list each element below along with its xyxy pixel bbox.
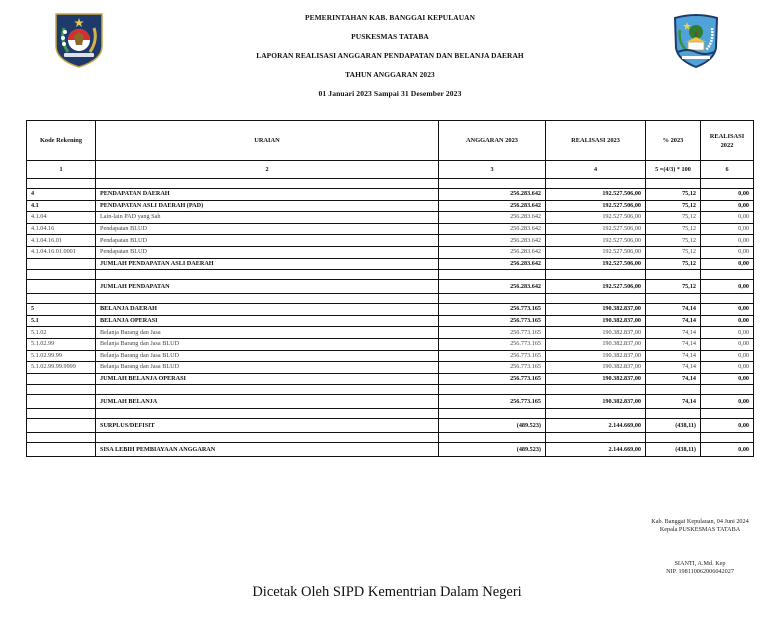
cell-realisasi: 190.382.837,00 <box>546 327 646 339</box>
cell-realisasi: 192.527.506,00 <box>546 246 646 258</box>
empty-cell <box>96 409 439 419</box>
cell-realisasi-lalu: 0,00 <box>701 223 754 235</box>
cell-realisasi-lalu: 0,00 <box>701 200 754 212</box>
cell-uraian: SISA LEBIH PEMBIAYAAN ANGGARAN <box>96 443 439 457</box>
cell-anggaran: 256.773.165 <box>439 395 546 409</box>
cell-persen: 75,12 <box>646 189 701 201</box>
empty-cell <box>646 409 701 419</box>
cell-uraian: Belanja Barang dan Jasa BLUD <box>96 362 439 374</box>
cell-uraian: Pendapatan BLUD <box>96 223 439 235</box>
cell-kode-rekening <box>27 395 96 409</box>
empty-cell <box>27 433 96 443</box>
cell-kode-rekening: 5.1.02.99.99.9999 <box>27 362 96 374</box>
cell-realisasi: 190.382.837,00 <box>546 362 646 374</box>
cell-persen: 75,12 <box>646 280 701 294</box>
spacer-row <box>27 270 754 280</box>
empty-cell <box>701 409 754 419</box>
signature-block <box>640 518 760 576</box>
table-row <box>27 200 754 212</box>
cell-persen: 75,12 <box>646 258 701 270</box>
table-row <box>27 373 754 385</box>
cell-kode-rekening: 5.1.02.99 <box>27 338 96 350</box>
cell-anggaran: 256.773.165 <box>439 373 546 385</box>
banggai-kepulauan-emblem-icon <box>672 12 720 68</box>
empty-cell <box>96 294 439 304</box>
cell-realisasi-lalu: 0,00 <box>701 235 754 247</box>
cell-anggaran: 256.773.165 <box>439 327 546 339</box>
col-number: 2 <box>96 161 439 179</box>
empty-cell <box>439 433 546 443</box>
table-row <box>27 443 754 457</box>
budget-realization-table <box>26 120 754 457</box>
cell-uraian: JUMLAH BELANJA OPERASI <box>96 373 439 385</box>
cell-uraian: JUMLAH BELANJA <box>96 395 439 409</box>
cell-anggaran: 256.283.642 <box>439 200 546 212</box>
cell-anggaran: 256.283.642 <box>439 223 546 235</box>
cell-uraian: JUMLAH PENDAPATAN ASLI DAERAH <box>96 258 439 270</box>
col-number: 4 <box>546 161 646 179</box>
cell-kode-rekening <box>27 419 96 433</box>
cell-uraian: JUMLAH PENDAPATAN <box>96 280 439 294</box>
cell-anggaran: 256.283.642 <box>439 189 546 201</box>
government-name: PEMERINTAHAN KAB. BANGGAI KEPULAUAN <box>304 13 476 22</box>
spacer-row <box>27 433 754 443</box>
table-row <box>27 362 754 374</box>
cell-kode-rekening <box>27 258 96 270</box>
cell-anggaran: 256.773.165 <box>439 350 546 362</box>
cell-realisasi: 192.527.506,00 <box>546 200 646 212</box>
empty-cell <box>546 294 646 304</box>
empty-cell <box>27 179 96 189</box>
cell-anggaran: 256.283.642 <box>439 280 546 294</box>
fiscal-year: TAHUN ANGGARAN 2023 <box>345 70 435 79</box>
empty-cell <box>27 385 96 395</box>
place-date: Kab. Banggai Kepulauan, 04 Juni 2024 <box>651 518 749 525</box>
cell-realisasi: 192.527.506,00 <box>546 235 646 247</box>
table-header-row <box>27 121 754 161</box>
cell-anggaran: 256.283.642 <box>439 246 546 258</box>
table-row <box>27 235 754 247</box>
cell-persen: 75,12 <box>646 235 701 247</box>
empty-cell <box>27 294 96 304</box>
cell-realisasi-lalu: 0,00 <box>701 395 754 409</box>
cell-realisasi: 192.527.506,00 <box>546 212 646 224</box>
cell-uraian: Belanja Barang dan Jasa BLUD <box>96 350 439 362</box>
cell-anggaran: 256.773.165 <box>439 338 546 350</box>
cell-kode-rekening: 4.1.04.16 <box>27 223 96 235</box>
col-header-persen: % 2023 <box>646 121 701 161</box>
empty-cell <box>27 270 96 280</box>
cell-persen: 75,12 <box>646 200 701 212</box>
empty-cell <box>646 270 701 280</box>
empty-cell <box>96 433 439 443</box>
cell-realisasi: 190.382.837,00 <box>546 373 646 385</box>
cell-anggaran: 256.283.642 <box>439 258 546 270</box>
cell-uraian: Pendapatan BLUD <box>96 246 439 258</box>
cell-realisasi: 192.527.506,00 <box>546 223 646 235</box>
cell-kode-rekening: 5.1 <box>27 315 96 327</box>
cell-realisasi: 190.382.837,00 <box>546 350 646 362</box>
table-row <box>27 315 754 327</box>
empty-cell <box>546 179 646 189</box>
col-number: 3 <box>439 161 546 179</box>
cell-uraian: Belanja Barang dan Jasa BLUD <box>96 338 439 350</box>
empty-cell <box>96 270 439 280</box>
cell-persen: 75,12 <box>646 223 701 235</box>
cell-persen: 74,14 <box>646 362 701 374</box>
cell-uraian: SURPLUS/DEFISIT <box>96 419 439 433</box>
col-header-kode-rekening: Kode Rekening <box>27 121 96 161</box>
cell-kode-rekening: 5.1.02.99.99 <box>27 350 96 362</box>
cell-kode-rekening <box>27 443 96 457</box>
report-title: LAPORAN REALISASI ANGGARAN PENDAPATAN DAN BELANJA DAERAH <box>256 51 524 60</box>
institution-name: PUSKESMAS TATABA <box>351 32 429 41</box>
cell-persen: 74,14 <box>646 304 701 316</box>
empty-cell <box>546 409 646 419</box>
signer-nip: NIP. 198110062006042027 <box>666 568 734 575</box>
cell-uraian: Pendapatan BLUD <box>96 235 439 247</box>
empty-cell <box>646 433 701 443</box>
cell-kode-rekening <box>27 373 96 385</box>
cell-realisasi-lalu: 0,00 <box>701 258 754 270</box>
column-number-row <box>27 161 754 179</box>
cell-realisasi: 190.382.837,00 <box>546 395 646 409</box>
empty-cell <box>439 294 546 304</box>
cell-kode-rekening: 4 <box>27 189 96 201</box>
cell-kode-rekening: 5.1.02 <box>27 327 96 339</box>
col-header-realisasi-lalu: REALISASI 2022 <box>701 121 754 161</box>
table-row <box>27 419 754 433</box>
cell-persen: 75,12 <box>646 246 701 258</box>
cell-persen: 75,12 <box>646 212 701 224</box>
cell-uraian: BELANJA OPERASI <box>96 315 439 327</box>
cell-realisasi-lalu: 0,00 <box>701 315 754 327</box>
cell-kode-rekening: 4.1.04.16.01.0001 <box>27 246 96 258</box>
spacer-row <box>27 179 754 189</box>
table-row <box>27 258 754 270</box>
cell-realisasi: 192.527.506,00 <box>546 189 646 201</box>
cell-realisasi: 2.144.669,00 <box>546 443 646 457</box>
cell-uraian: PENDAPATAN DAERAH <box>96 189 439 201</box>
cell-kode-rekening <box>27 280 96 294</box>
cell-persen: 74,14 <box>646 315 701 327</box>
printed-by-footer: Dicetak Oleh SIPD Kementrian Dalam Negeri <box>252 584 522 600</box>
empty-cell <box>546 385 646 395</box>
table-row <box>27 246 754 258</box>
cell-anggaran: (489.523) <box>439 419 546 433</box>
empty-cell <box>439 409 546 419</box>
empty-cell <box>646 294 701 304</box>
cell-realisasi-lalu: 0,00 <box>701 362 754 374</box>
cell-uraian: BELANJA DAERAH <box>96 304 439 316</box>
empty-cell <box>646 179 701 189</box>
kemendagri-emblem-icon <box>54 12 104 68</box>
cell-kode-rekening: 4.1.04.16.01 <box>27 235 96 247</box>
cell-realisasi-lalu: 0,00 <box>701 304 754 316</box>
signer-position: Kepala PUSKESMAS TATABA <box>659 526 741 533</box>
empty-cell <box>439 179 546 189</box>
empty-cell <box>439 270 546 280</box>
col-number: 5 =(4/3) * 100 <box>646 161 701 179</box>
cell-uraian: Lain-lain PAD yang Sah <box>96 212 439 224</box>
cell-realisasi: 2.144.669,00 <box>546 419 646 433</box>
table-row <box>27 350 754 362</box>
empty-cell <box>96 385 439 395</box>
col-header-uraian: URAIAN <box>96 121 439 161</box>
cell-realisasi-lalu: 0,00 <box>701 280 754 294</box>
col-number: 6 <box>701 161 754 179</box>
cell-anggaran: 256.773.165 <box>439 315 546 327</box>
cell-realisasi-lalu: 0,00 <box>701 350 754 362</box>
cell-kode-rekening: 5 <box>27 304 96 316</box>
cell-realisasi-lalu: 0,00 <box>701 443 754 457</box>
report-header <box>200 12 580 107</box>
empty-cell <box>701 270 754 280</box>
table-row <box>27 395 754 409</box>
empty-cell <box>701 294 754 304</box>
signer-name: SIANTI, A.Md. Kep <box>674 560 726 567</box>
spacer-row <box>27 409 754 419</box>
cell-realisasi-lalu: 0,00 <box>701 338 754 350</box>
cell-uraian: Belanja Barang dan Jasa <box>96 327 439 339</box>
table-row <box>27 327 754 339</box>
cell-realisasi: 190.382.837,00 <box>546 304 646 316</box>
cell-uraian: PENDAPATAN ASLI DAERAH (PAD) <box>96 200 439 212</box>
cell-persen: 74,14 <box>646 338 701 350</box>
empty-cell <box>646 385 701 395</box>
table-row <box>27 304 754 316</box>
table-row <box>27 338 754 350</box>
cell-kode-rekening: 4.1 <box>27 200 96 212</box>
cell-anggaran: 256.283.642 <box>439 235 546 247</box>
col-header-realisasi: REALISASI 2023 <box>546 121 646 161</box>
empty-cell <box>701 433 754 443</box>
cell-realisasi-lalu: 0,00 <box>701 327 754 339</box>
cell-realisasi: 192.527.506,00 <box>546 258 646 270</box>
cell-persen: (438,11) <box>646 443 701 457</box>
cell-kode-rekening: 4.1.04 <box>27 212 96 224</box>
empty-cell <box>701 385 754 395</box>
table-row <box>27 280 754 294</box>
cell-anggaran: 256.773.165 <box>439 362 546 374</box>
cell-realisasi-lalu: 0,00 <box>701 189 754 201</box>
cell-anggaran: 256.773.165 <box>439 304 546 316</box>
cell-realisasi-lalu: 0,00 <box>701 373 754 385</box>
col-number: 1 <box>27 161 96 179</box>
empty-cell <box>27 409 96 419</box>
cell-persen: (438,11) <box>646 419 701 433</box>
cell-persen: 74,14 <box>646 373 701 385</box>
col-header-anggaran: ANGGARAN 2023 <box>439 121 546 161</box>
table-row <box>27 223 754 235</box>
table-row <box>27 189 754 201</box>
table-row <box>27 212 754 224</box>
cell-persen: 74,14 <box>646 327 701 339</box>
cell-realisasi-lalu: 0,00 <box>701 419 754 433</box>
report-period: 01 Januari 2023 Sampai 31 Desember 2023 <box>318 89 462 98</box>
empty-cell <box>96 179 439 189</box>
cell-persen: 74,14 <box>646 350 701 362</box>
cell-realisasi: 190.382.837,00 <box>546 338 646 350</box>
spacer-row <box>27 294 754 304</box>
table-body <box>27 179 754 457</box>
spacer-row <box>27 385 754 395</box>
cell-realisasi: 192.527.506,00 <box>546 280 646 294</box>
empty-cell <box>546 433 646 443</box>
empty-cell <box>546 270 646 280</box>
cell-persen: 74,14 <box>646 395 701 409</box>
cell-realisasi-lalu: 0,00 <box>701 246 754 258</box>
empty-cell <box>439 385 546 395</box>
cell-realisasi-lalu: 0,00 <box>701 212 754 224</box>
empty-cell <box>701 179 754 189</box>
cell-anggaran: (489.523) <box>439 443 546 457</box>
cell-anggaran: 256.283.642 <box>439 212 546 224</box>
cell-realisasi: 190.382.837,00 <box>546 315 646 327</box>
